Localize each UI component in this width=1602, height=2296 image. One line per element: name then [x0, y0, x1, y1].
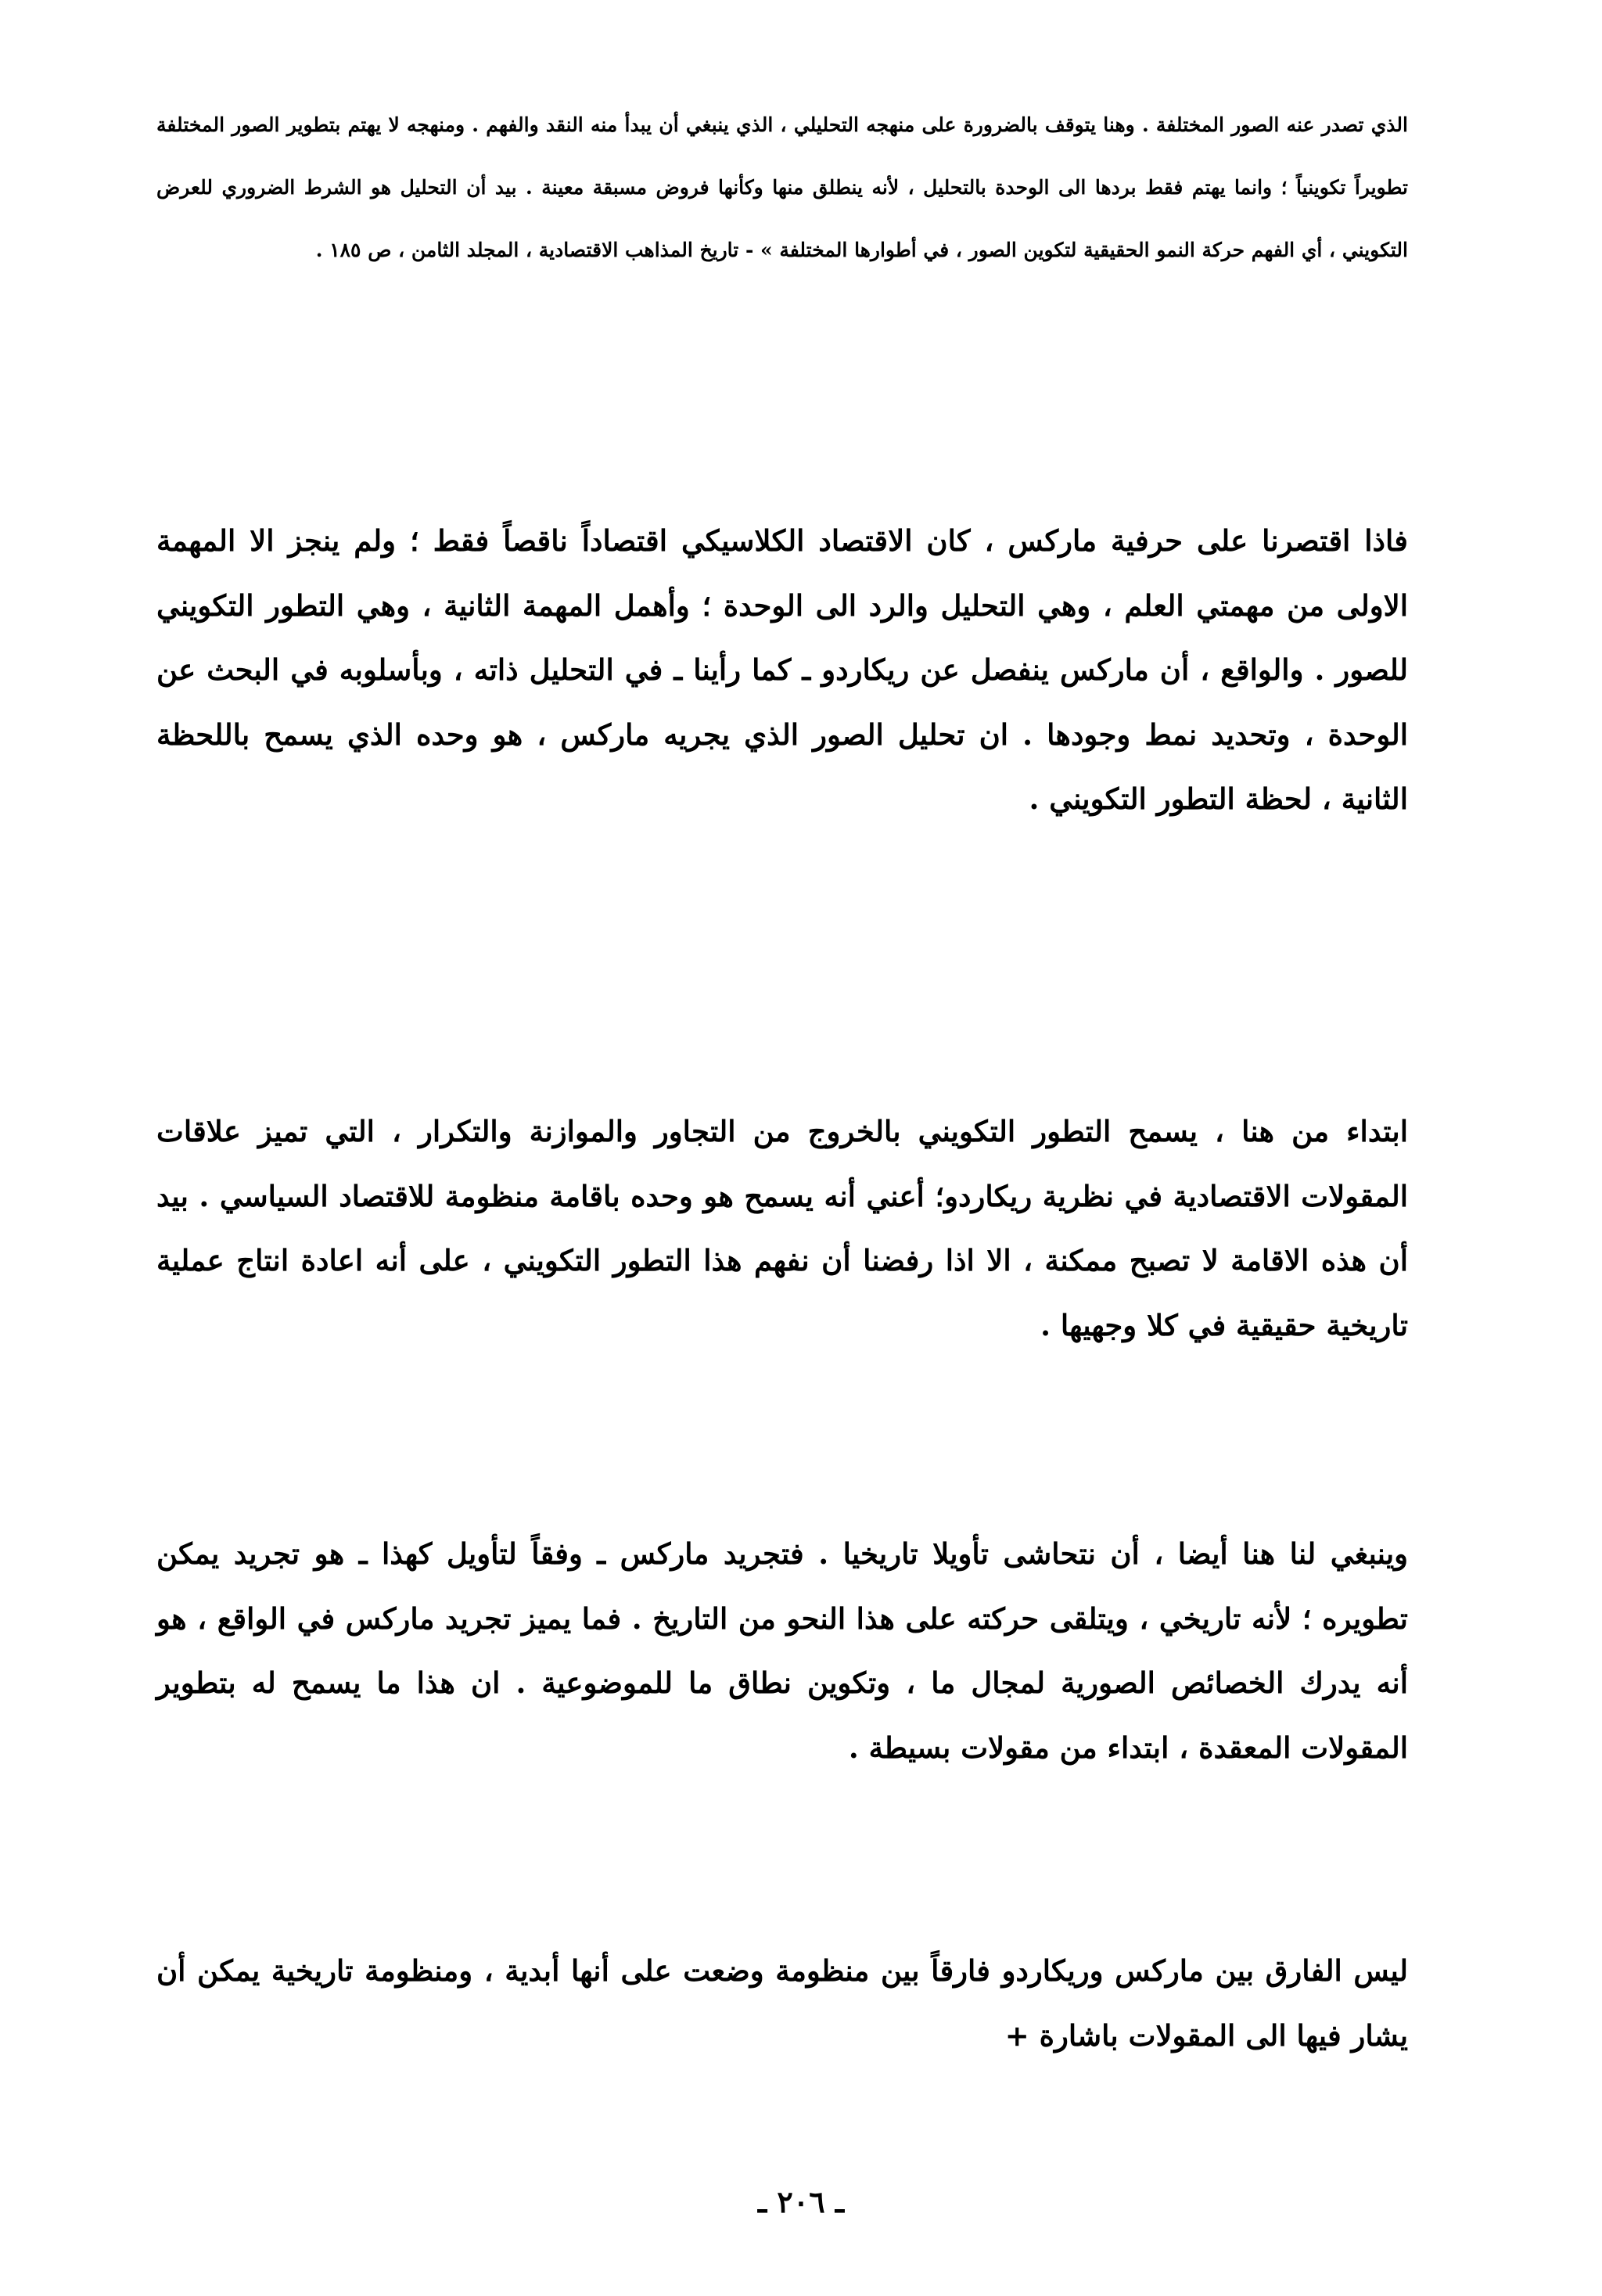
paragraph-2 — [156, 1099, 1408, 1357]
paragraph-text: فاذا اقتصرنا على حرفية ماركس ، كان الاقتصاد الكلاسيكي اقتصاداً ناقصاً فقط ؛ ولم ينجز الا المهمة الاولى من مهمتي العلم ، وهي التحليل والرد الى الوحدة ؛ وأهمل المهمة الثانية ، وهي التطور التكويني للصور . والواقع ، أن ماركس ينفصل عن ريكاردو ـ كما رأينا ـ في التحليل ذاته ، وبأسلوبه في البحث عن الوحدة ، وتحديد نمط وجودها . ان تحليل الصور الذي يجريه ماركس ، هو وحده الذي يسمح باللحظة الثانية ، لحظة التطور التكويني . — [156, 523, 1408, 816]
footnote-text: الذي تصدر عنه الصور المختلفة . وهنا يتوقف بالضرورة على منهجه التحليلي ، الذي ينبغي أن يبدأ منه النقد والفهم . ومنهجه لا يهتم بتطوير الصور المختلفة تطويراً تكوينياً ؛ وانما يهتم فقط بردها الى الوحدة بالتحليل ، لأنه ينطلق منها وكأنها فروض مسبقة معينة . بيد أن التحليل هو الشرط الضروري للعرض التكويني ، أي الفهم حركة النمو الحقيقية لتكوين الصور ، في أطوارها المختلفة » - تاريخ المذاهب الاقتصادية ، المجلد الثامن ، ص ١٨٥ . — [156, 113, 1408, 261]
footnote-block — [156, 94, 1408, 282]
paragraph-4 — [156, 1938, 1408, 2068]
paragraph-text: ابتداء من هنا ، يسمح التطور التكويني بالخروج من التجاور والموازنة والتكرار ، التي تميز علاقات المقولات الاقتصادية في نظرية ريكاردو؛ أعني أنه يسمح هو وحده باقامة منظومة للاقتصاد السياسي . بيد أن هذه الاقامة لا تصبح ممكنة ، الا اذا رفضنا أن نفهم هذا التطور التكويني ، على أنه اعادة انتاج عملية تاريخية حقيقية في كلا وجهيها . — [156, 1114, 1408, 1342]
page-number: ـ ٢٠٦ ـ — [758, 2184, 844, 2219]
paragraph-text: ليس الفارق بين ماركس وريكاردو فارقاً بين منظومة وضعت على أنها أبدية ، ومنظومة تاريخية يمكن أن يشار فيها الى المقولات باشارة + — [156, 1953, 1408, 2053]
paragraph-1 — [156, 508, 1408, 832]
paragraph-3 — [156, 1522, 1408, 1780]
paragraph-text: وينبغي لنا هنا أيضا ، أن نتحاشى تأويلا تاريخيا . فتجريد ماركس ـ وفقاً لتأويل كهذا ـ هو تجريد يمكن تطويره ؛ لأنه تاريخي ، ويتلقى حركته على هذا النحو من التاريخ . فما يميز تجريد ماركس في الواقع ، هو أنه يدرك الخصائص الصورية لمجال ما ، وتكوين نطاق ما للموضوعية . ان هذا ما يسمح له بتطوير المقولات المعقدة ، ابتداء من مقولات بسيطة . — [156, 1536, 1408, 1765]
